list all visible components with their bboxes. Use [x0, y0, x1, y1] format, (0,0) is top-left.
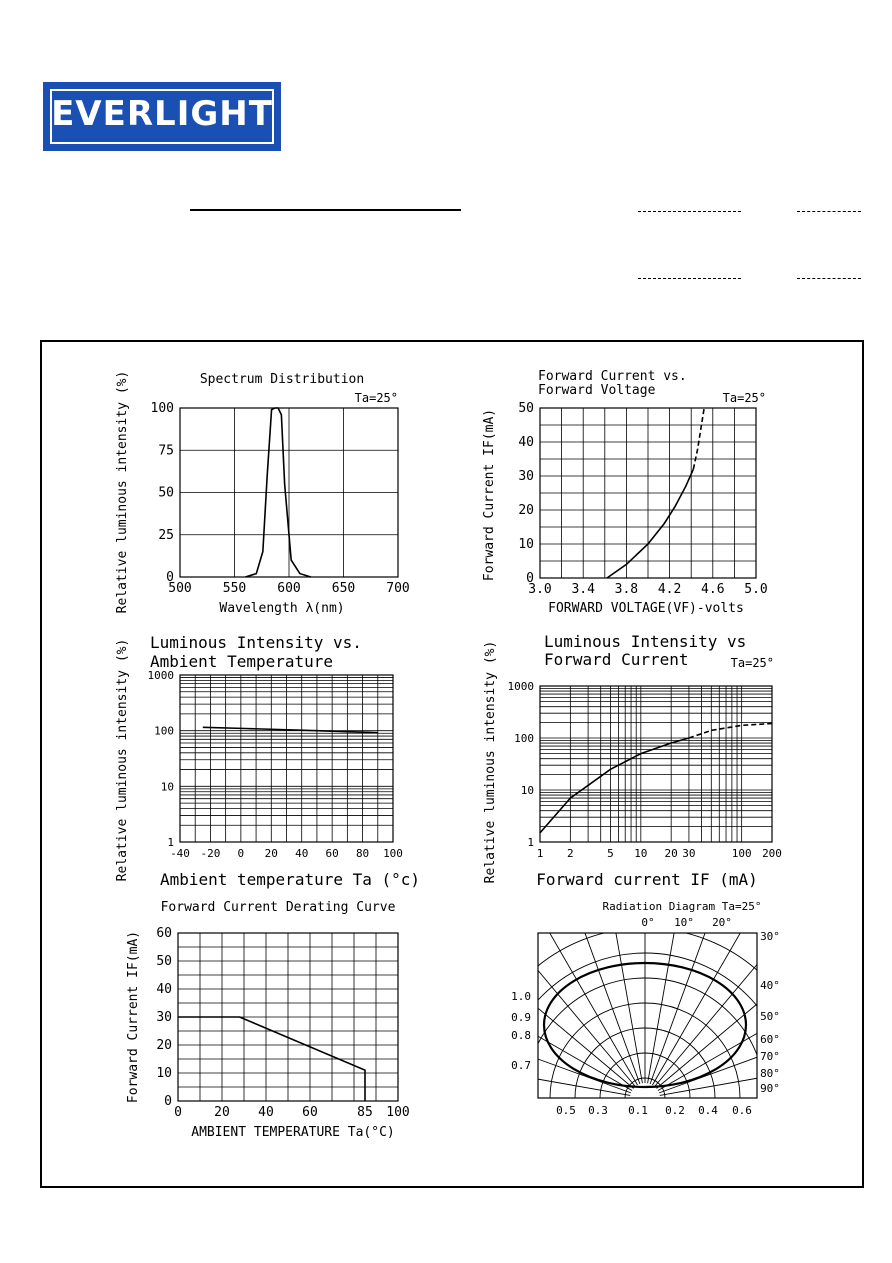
iv-xtick-label: 3.8	[614, 582, 639, 597]
spectrum-xtick-label: 500	[168, 581, 192, 596]
iv_current-xtick-label: 100	[731, 847, 752, 860]
radiation-bottom-label: 0.2	[665, 1104, 685, 1117]
logo-wordmark: EVERLIGHT	[51, 94, 273, 134]
radiation-bottom-label: 0.3	[588, 1104, 608, 1117]
iv-current-title-line1: Luminous Intensity vs	[544, 632, 747, 651]
radiation-bottom-label: 0.6	[732, 1104, 752, 1117]
iv_current-xtick-label: 5	[607, 847, 614, 860]
radiation-bottom-label: 0.4	[698, 1104, 718, 1117]
iv_temp-ytick-label: 100	[154, 724, 174, 738]
radiation-angle-label: 70°	[760, 1050, 780, 1063]
iv-xtick-label: 5.0	[744, 582, 768, 597]
derating-ytick-label: 0	[164, 1094, 172, 1109]
iv-xtick-label: 4.6	[701, 582, 725, 597]
radiation-bottom-label: 0.1	[628, 1104, 648, 1117]
radiation-angle-label: 80°	[760, 1067, 780, 1080]
iv-xtick-label: 3.4	[571, 582, 595, 597]
derating-ytick-label: 50	[156, 954, 172, 969]
radiation-spoke	[446, 931, 634, 1088]
radiation-angle-label: 10°	[674, 916, 694, 929]
radiation-radial-label: 1.0	[511, 990, 531, 1003]
radiation-radial-label: 0.9	[511, 1011, 531, 1024]
radiation-spoke	[389, 1053, 630, 1096]
iv-title-line1: Forward Current vs.	[538, 369, 687, 384]
spectrum-xlabel: Wavelength λ(nm)	[219, 601, 345, 616]
iv_temp-ytick-label: 10	[160, 780, 174, 794]
iv-series-line	[693, 408, 704, 469]
spectrum-ytick-label: 50	[158, 485, 174, 501]
radiation-angle-label: 0°	[641, 916, 655, 929]
iv_temp-xtick-label: -40	[170, 847, 190, 860]
iv_current-xtick-label: 10	[634, 847, 648, 860]
iv_current-ytick-label: 1000	[507, 680, 534, 693]
iv-temp-title-line1: Luminous Intensity vs.	[150, 633, 362, 652]
iv-ytick-label: 40	[518, 435, 534, 450]
iv-condition: Ta=25°	[722, 391, 766, 405]
spectrum-xtick-label: 600	[277, 581, 301, 596]
radiation-title: Radiation Diagram Ta=25°	[602, 900, 762, 913]
derating-ytick-label: 30	[156, 1010, 172, 1025]
iv-ytick-label: 50	[518, 401, 534, 416]
iv_temp-xtick-label: 60	[325, 847, 339, 860]
iv_temp-xtick-label: -20	[200, 847, 221, 860]
radiation-angle-label: 90°	[760, 1082, 780, 1095]
iv-temp-xlabel: Ambient temperature Ta (°c)	[159, 870, 421, 889]
iv-current-condition: Ta=25°	[730, 656, 774, 670]
spectrum-condition: Ta=25°	[354, 391, 398, 405]
iv_temp-ytick-label: 1000	[147, 669, 174, 682]
iv_temp-ytick-label: 1	[167, 836, 174, 849]
iv-xtick-label: 3.0	[528, 582, 552, 597]
iv_temp-xtick-label: 100	[383, 847, 403, 860]
iv-xtick-label: 4.2	[657, 582, 682, 597]
iv-ylabel: Forward Current IF(mA)	[482, 408, 497, 582]
iv-current-ylabel: Relative luminous intensity (%)	[483, 640, 498, 884]
radiation-angle-label: 20°	[712, 916, 732, 929]
derating-xlabel: AMBIENT TEMPERATURE Ta(°C)	[191, 1125, 395, 1140]
derating-ytick-label: 10	[156, 1066, 172, 1081]
iv_temp-xtick-label: 80	[355, 847, 370, 860]
iv-ytick-label: 30	[518, 469, 534, 484]
derating-ytick-label: 20	[156, 1038, 172, 1053]
derating-xtick-label: 85	[357, 1105, 373, 1120]
spectrum-title: Spectrum Distribution	[199, 372, 365, 387]
iv_current-ytick-label: 10	[520, 784, 534, 797]
radiation-radial-label: 0.8	[511, 1029, 531, 1042]
spectrum-ylabel: Relative luminous intensity (%)	[115, 370, 130, 614]
iv-temp-ylabel: Relative luminous intensity (%)	[115, 638, 130, 882]
iv-temp-title-line2: Ambient Temperature	[150, 652, 334, 671]
radiation-bottom-label: 0.5	[556, 1104, 576, 1117]
iv_current-ytick-label: 1	[527, 836, 534, 849]
iv-ytick-label: 0	[526, 571, 534, 586]
iv-title-line2: Forward Voltage	[538, 383, 656, 398]
radiation-angle-label: 60°	[760, 1033, 780, 1046]
derating-xtick-label: 0	[174, 1105, 182, 1120]
iv_current-xtick-label: 1	[536, 847, 544, 860]
radiation-spoke	[656, 931, 844, 1088]
iv_temp-xtick-label: 0	[237, 847, 245, 860]
iv_current-ytick-label: 100	[514, 732, 534, 745]
derating-xtick-label: 20	[214, 1105, 230, 1120]
spectrum-ytick-label: 100	[150, 401, 174, 416]
iv-xlabel: FORWARD VOLTAGE(VF)-volts	[548, 601, 744, 616]
iv-ytick-label: 20	[518, 503, 534, 518]
spectrum-xtick-label: 650	[331, 581, 356, 596]
spectrum-xtick-label: 700	[386, 581, 410, 596]
derating-xtick-label: 60	[302, 1105, 318, 1120]
derating-xtick-label: 40	[258, 1105, 274, 1120]
iv-ytick-label: 10	[518, 537, 534, 552]
radiation-angle-label: 50°	[760, 1010, 780, 1023]
spectrum-ytick-label: 75	[158, 443, 174, 459]
iv_temp-xtick-label: 20	[264, 847, 278, 860]
iv_current-xtick-label: 20	[664, 847, 678, 860]
iv_current-series-line	[540, 738, 689, 833]
spectrum-xtick-label: 550	[222, 581, 247, 596]
iv-series-line	[607, 469, 693, 578]
radiation-radial-label: 0.7	[511, 1059, 531, 1072]
iv_current-xtick-label: 2	[567, 847, 574, 860]
radiation-plot-border	[538, 933, 757, 1098]
radiation-spoke	[478, 899, 635, 1087]
iv_temp-series-line	[203, 727, 378, 732]
derating-title: Forward Current Derating Curve	[160, 900, 396, 915]
radiation-angle-label: 30°	[760, 930, 780, 943]
iv-current-title-line2: Forward Current	[544, 650, 689, 669]
iv_temp-xtick-label: 40	[295, 847, 309, 860]
spectrum-ytick-label: 25	[158, 527, 174, 543]
radiation-angle-label: 40°	[760, 979, 780, 992]
iv_current-xtick-label: 200	[762, 847, 782, 860]
spectrum-ytick-label: 0	[166, 570, 174, 585]
derating-ytick-label: 40	[156, 982, 172, 997]
derating-ytick-label: 60	[156, 926, 172, 941]
derating-xtick-label: 100	[386, 1105, 410, 1120]
derating-ylabel: Forward Current IF(mA)	[126, 930, 141, 1104]
iv_current-xtick-label: 30	[682, 847, 696, 860]
iv-current-xlabel: Forward current IF (mA)	[536, 870, 758, 889]
